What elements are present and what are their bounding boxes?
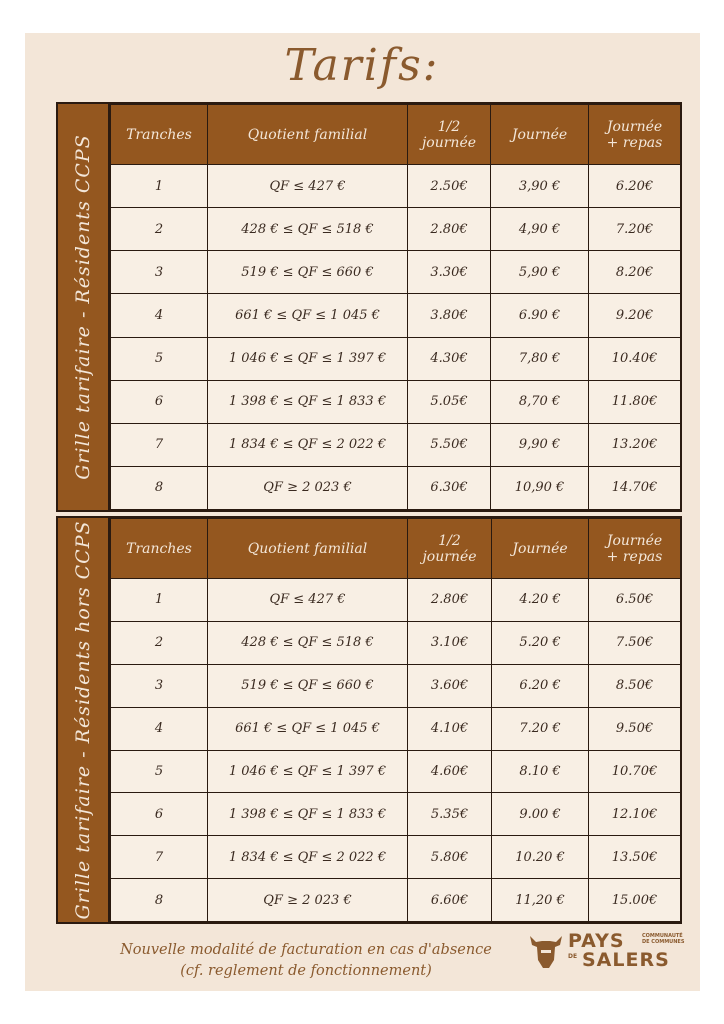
table-row xyxy=(111,380,681,423)
day-meal-price-cell: 9.20€ xyxy=(589,294,681,337)
header-half-day-line1: 1/2 xyxy=(438,532,461,549)
day-price-cell: 3,90 € xyxy=(491,165,589,208)
header-half-day-line2: journée xyxy=(421,134,477,151)
day-meal-price-cell: 10.70€ xyxy=(589,750,681,793)
quotient-cell: 1 834 € ≤ QF ≤ 2 022 € xyxy=(208,836,408,879)
table-row xyxy=(111,664,681,707)
logo-tag-line1: COMMUNAUTÉ xyxy=(642,933,683,939)
day-meal-price-cell: 9.50€ xyxy=(589,707,681,750)
quotient-cell: 1 834 € ≤ QF ≤ 2 022 € xyxy=(208,423,408,466)
footer-note xyxy=(96,940,516,982)
half-day-price-cell: 3.80€ xyxy=(408,294,491,337)
header-tranches: Tranches xyxy=(111,519,208,579)
day-meal-price-cell: 10.40€ xyxy=(589,337,681,380)
quotient-cell: 661 € ≤ QF ≤ 1 045 € xyxy=(208,707,408,750)
logo-pays: PAYS xyxy=(568,930,625,952)
half-day-price-cell: 6.60€ xyxy=(408,879,492,922)
day-price-cell: 5.20 € xyxy=(492,621,589,664)
day-meal-price-cell: 8.20€ xyxy=(589,251,681,294)
logo-de: DE xyxy=(568,953,578,960)
half-day-price-cell: 4.30€ xyxy=(408,337,491,380)
quotient-cell: 428 € ≤ QF ≤ 518 € xyxy=(208,208,408,251)
quotient-cell: QF ≤ 427 € xyxy=(208,165,408,208)
table-row xyxy=(111,337,681,380)
quotient-cell: 1 398 € ≤ QF ≤ 1 833 € xyxy=(208,380,408,423)
day-price-cell: 4,90 € xyxy=(491,208,589,251)
table-row xyxy=(111,879,681,922)
header-day-meal-line1: Journée xyxy=(606,118,663,135)
day-price-cell: 10.20 € xyxy=(492,836,589,879)
header-tranches: Tranches xyxy=(111,105,208,165)
day-meal-price-cell: 8.50€ xyxy=(589,664,681,707)
logo-salers: SALERS xyxy=(582,949,670,971)
day-meal-price-cell: 7.50€ xyxy=(589,621,681,664)
pays-de-salers-logo xyxy=(528,930,688,974)
day-price-cell: 8.10 € xyxy=(492,750,589,793)
header-day-meal-line2: + repas xyxy=(606,548,663,565)
tranche-cell: 1 xyxy=(111,165,208,208)
table-header-row xyxy=(111,105,681,165)
header-day-meal-line2: + repas xyxy=(606,134,663,151)
day-meal-price-cell: 13.20€ xyxy=(589,423,681,466)
quotient-cell: 1 398 € ≤ QF ≤ 1 833 € xyxy=(208,793,408,836)
tranche-cell: 4 xyxy=(111,294,208,337)
day-meal-price-cell: 14.70€ xyxy=(589,466,681,509)
tranche-cell: 2 xyxy=(111,621,208,664)
table-row xyxy=(111,251,681,294)
tranche-cell: 8 xyxy=(111,466,208,509)
half-day-price-cell: 4.10€ xyxy=(408,707,492,750)
day-meal-price-cell: 6.50€ xyxy=(589,579,681,622)
half-day-price-cell: 2.80€ xyxy=(408,579,492,622)
header-day-meal xyxy=(589,105,681,165)
day-price-cell: 5,90 € xyxy=(491,251,589,294)
quotient-cell: 519 € ≤ QF ≤ 660 € xyxy=(208,664,408,707)
half-day-price-cell: 5.35€ xyxy=(408,793,492,836)
tranche-cell: 1 xyxy=(111,579,208,622)
footer-note-line2: (cf. reglement de fonctionnement) xyxy=(180,963,432,979)
tranche-cell: 5 xyxy=(111,337,208,380)
day-price-cell: 6.90 € xyxy=(491,294,589,337)
quotient-cell: QF ≥ 2 023 € xyxy=(208,879,408,922)
half-day-price-cell: 4.60€ xyxy=(408,750,492,793)
table-row xyxy=(111,294,681,337)
grid-side-label-text: Grille tarifaire - Résidents hors CCPS xyxy=(72,520,94,920)
table-row xyxy=(111,466,681,509)
header-day-meal xyxy=(589,519,681,579)
grid-side-label-text: Grille tarifaire - Résidents CCPS xyxy=(72,134,94,480)
table-row xyxy=(111,579,681,622)
cow-head-icon xyxy=(528,932,564,970)
page-title: Tarifs: xyxy=(284,40,440,91)
day-price-cell: 6.20 € xyxy=(492,664,589,707)
quotient-cell: 1 046 € ≤ QF ≤ 1 397 € xyxy=(208,750,408,793)
table-row xyxy=(111,208,681,251)
tranche-cell: 7 xyxy=(111,836,208,879)
table-row xyxy=(111,423,681,466)
quotient-cell: 1 046 € ≤ QF ≤ 1 397 € xyxy=(208,337,408,380)
half-day-price-cell: 2.50€ xyxy=(408,165,491,208)
day-price-cell: 9.00 € xyxy=(492,793,589,836)
tranche-cell: 8 xyxy=(111,879,208,922)
day-price-cell: 7.20 € xyxy=(492,707,589,750)
half-day-price-cell: 5.50€ xyxy=(408,423,491,466)
day-meal-price-cell: 7.20€ xyxy=(589,208,681,251)
day-meal-price-cell: 6.20€ xyxy=(589,165,681,208)
quotient-cell: 428 € ≤ QF ≤ 518 € xyxy=(208,621,408,664)
day-meal-price-cell: 12.10€ xyxy=(589,793,681,836)
day-price-cell: 10,90 € xyxy=(491,466,589,509)
day-price-cell: 7,80 € xyxy=(491,337,589,380)
header-day: Journée xyxy=(492,519,589,579)
table-row xyxy=(111,793,681,836)
grid-side-label xyxy=(58,104,110,510)
table-row xyxy=(111,621,681,664)
day-price-cell: 9,90 € xyxy=(491,423,589,466)
header-quotient-familial: Quotient familial xyxy=(208,105,408,165)
day-meal-price-cell: 13.50€ xyxy=(589,836,681,879)
header-day: Journée xyxy=(491,105,589,165)
half-day-price-cell: 3.10€ xyxy=(408,621,492,664)
day-meal-price-cell: 15.00€ xyxy=(589,879,681,922)
quotient-cell: 519 € ≤ QF ≤ 660 € xyxy=(208,251,408,294)
quotient-cell: 661 € ≤ QF ≤ 1 045 € xyxy=(208,294,408,337)
day-price-cell: 11,20 € xyxy=(492,879,589,922)
header-day-meal-line1: Journée xyxy=(606,532,663,549)
day-price-cell: 8,70 € xyxy=(491,380,589,423)
half-day-price-cell: 5.80€ xyxy=(408,836,492,879)
tranche-cell: 3 xyxy=(111,251,208,294)
header-half-day-line2: journée xyxy=(422,548,477,565)
tranche-cell: 4 xyxy=(111,707,208,750)
tranche-cell: 6 xyxy=(111,793,208,836)
table-row xyxy=(111,707,681,750)
header-half-day xyxy=(408,105,491,165)
tariff-grid-residents xyxy=(56,102,682,512)
half-day-price-cell: 6.30€ xyxy=(408,466,491,509)
quotient-cell: QF ≤ 427 € xyxy=(208,579,408,622)
header-half-day xyxy=(408,519,492,579)
tariff-table-residents xyxy=(110,104,681,510)
table-row xyxy=(111,165,681,208)
half-day-price-cell: 2.80€ xyxy=(408,208,491,251)
tariff-grid-non-residents xyxy=(56,516,682,924)
table-row xyxy=(111,836,681,879)
day-meal-price-cell: 11.80€ xyxy=(589,380,681,423)
table-row xyxy=(111,750,681,793)
half-day-price-cell: 3.60€ xyxy=(408,664,492,707)
tranche-cell: 7 xyxy=(111,423,208,466)
tariff-table-non-residents xyxy=(110,518,681,922)
tranche-cell: 3 xyxy=(111,664,208,707)
grid-side-label xyxy=(58,518,110,922)
tranche-cell: 5 xyxy=(111,750,208,793)
logo-tag-line2: DE COMMUNES xyxy=(642,939,685,945)
header-half-day-line1: 1/2 xyxy=(437,118,461,135)
day-price-cell: 4.20 € xyxy=(492,579,589,622)
half-day-price-cell: 3.30€ xyxy=(408,251,491,294)
table-header-row xyxy=(111,519,681,579)
footer-note-line1: Nouvelle modalité de facturation en cas d'absence xyxy=(120,942,492,958)
tranche-cell: 2 xyxy=(111,208,208,251)
half-day-price-cell: 5.05€ xyxy=(408,380,491,423)
tranche-cell: 6 xyxy=(111,380,208,423)
logo-community-tag xyxy=(642,933,684,945)
header-quotient-familial: Quotient familial xyxy=(208,519,408,579)
quotient-cell: QF ≥ 2 023 € xyxy=(208,466,408,509)
